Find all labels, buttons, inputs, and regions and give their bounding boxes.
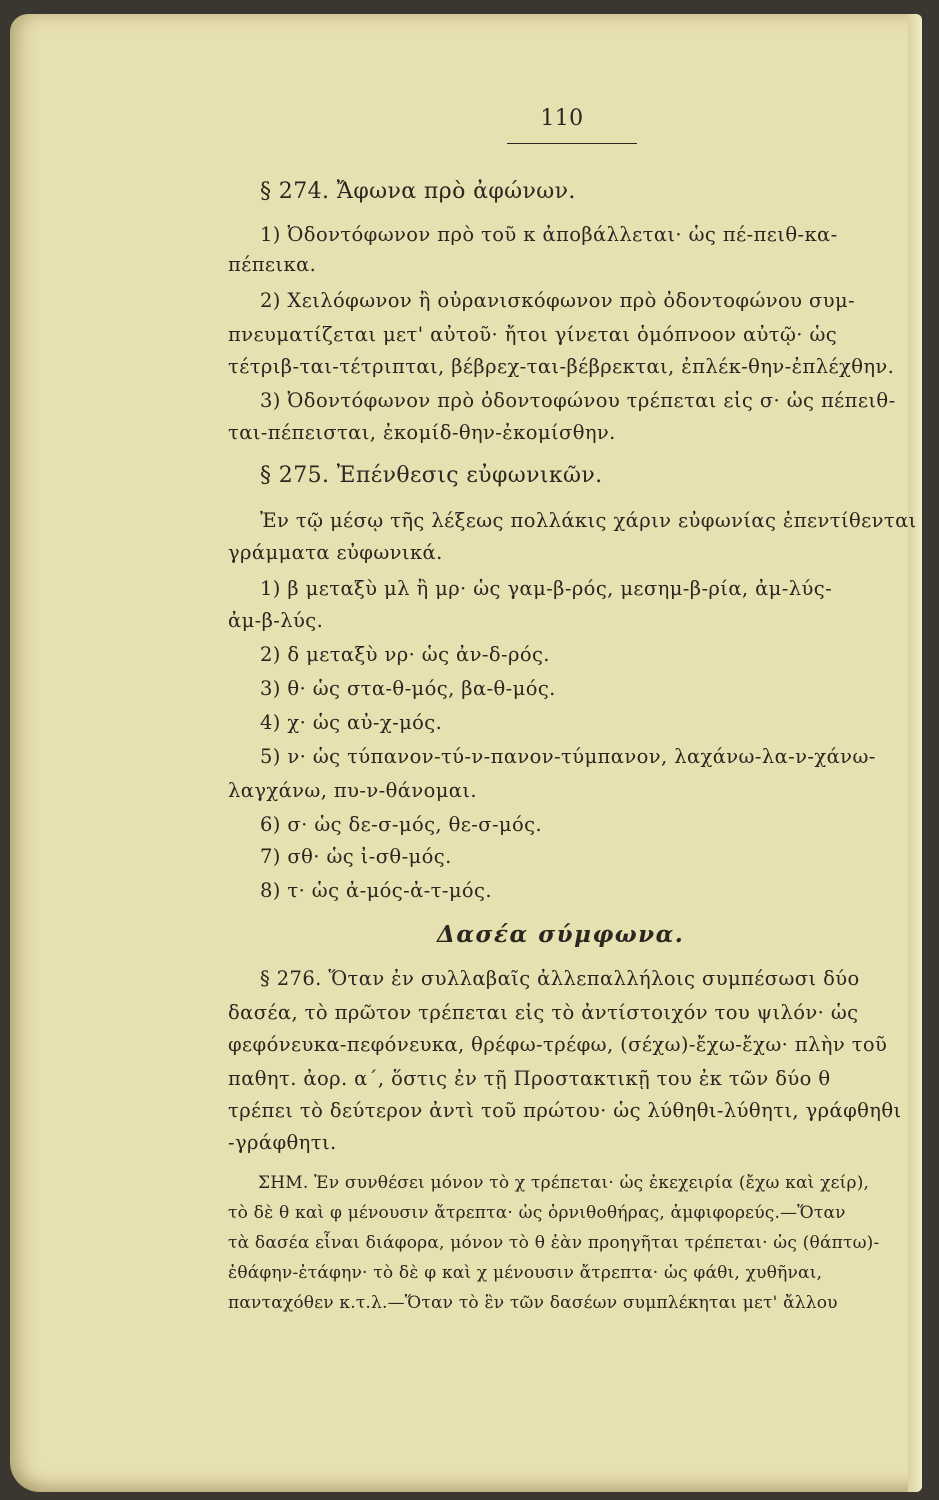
text-line: παθητ. ἀορ. α΄, ὅστις ἐν τῇ Προστακτικῇ του ἐκ τῶν δύο θ: [228, 1067, 831, 1090]
text-line: πέπεικα.: [228, 253, 317, 276]
text-line: 1) β μεταξὺ μλ ἢ μρ· ὡς γαμ-β-ρός, μεσημ-β-ρία, ἀμ-λύς-: [260, 577, 833, 600]
text-line: § 276. Ὅταν ἐν συλλαβαῖς ἀλλεπαλλήλοις συμπέσωσι δύο: [260, 967, 860, 990]
text-line: -γράφθητι.: [228, 1131, 337, 1154]
text-line: ται-πέπεισται, ἐκομίδ-θην-ἐκομίσθην.: [228, 421, 616, 444]
note-line: ἐθάφην-ἐτάφην· τὸ δὲ φ καὶ χ μένουσιν ἄτρεπτα· ὡς φάθι, χυθῆναι,: [228, 1263, 823, 1283]
text-line: ἀμ-β-λύς.: [228, 609, 324, 632]
book-page: [10, 14, 922, 1492]
note-line: πανταχόθεν κ.τ.λ.—Ὅταν τὸ ἓν τῶν δασέων συμπλέκηται μετ' ἄλλου: [228, 1293, 838, 1313]
section-275-heading: § 275. Ἐπένθεσις εὐφωνικῶν.: [260, 463, 603, 488]
page-number: 110: [540, 106, 584, 131]
note-line: τὰ δασέα εἶναι διάφορα, μόνον τὸ θ ἐὰν προηγῆται τρέπεται· ὡς (θάπτω)-: [228, 1233, 880, 1253]
text-line: πνευματίζεται μετ' αὐτοῦ· ἤτοι γίνεται ὁμόπνοον αὐτῷ· ὡς: [228, 323, 838, 346]
text-line: 2) δ μεταξὺ νρ· ὡς ἀν-δ-ρός.: [260, 643, 550, 666]
text-line: 7) σθ· ὡς ἰ-σθ-μός.: [260, 845, 452, 868]
text-line: τρέπει τὸ δεύτερον ἀντὶ τοῦ πρώτου· ὡς λύθηθι-λύθητι, γράφθηθι: [228, 1099, 902, 1122]
text-line: 3) Ὀδοντόφωνον πρὸ ὀδοντοφώνου τρέπεται εἰς σ· ὡς πέπειθ-: [260, 389, 896, 412]
text-line: 1) Ὀδοντόφωνον πρὸ τοῦ κ ἀποβάλλεται· ὡς πέ-πειθ-κα-: [260, 223, 838, 246]
text-line: λαγχάνω, πυ-ν-θάνομαι.: [228, 779, 478, 802]
text-line: δασέα, τὸ πρῶτον τρέπεται εἰς τὸ ἀντίστοιχόν του ψιλόν· ὡς: [228, 1001, 859, 1024]
text-line: 4) χ· ὡς αὐ-χ-μός.: [260, 711, 443, 734]
note-line: ΣΗΜ. Ἐν συνθέσει μόνον τὸ χ τρέπεται· ὡς ἐκεχειρία (ἔχω καὶ χείρ),: [258, 1173, 870, 1193]
text-line: 2) Χειλόφωνον ἢ οὐρανισκόφωνον πρὸ ὀδοντοφώνου συμ-: [260, 289, 856, 312]
text-line: 8) τ· ὡς ἀ-μός-ἀ-τ-μός.: [260, 879, 492, 902]
text-line: 5) ν· ὡς τύπανον-τύ-ν-πανον-τύμπανον, λαχάνω-λα-ν-χάνω-: [260, 745, 876, 768]
page-number-rule: [507, 143, 637, 144]
text-line: γράμματα εὐφωνικά.: [228, 541, 443, 564]
text-line: τέτριβ-ται-τέτριπται, βέβρεχ-ται-βέβρεκται, ἐπλέκ-θην-ἐπλέχθην.: [228, 355, 895, 378]
page-edge: [908, 14, 922, 1492]
text-line: φεφόνευκα-πεφόνευκα, θρέφω-τρέφω, (σέχω)-ἔχω-ἔχω· πλὴν τοῦ: [228, 1033, 888, 1056]
note-line: τὸ δὲ θ καὶ φ μένουσιν ἄτρεπτα· ὡς ὀρνιθοθήρας, ἀμφιφορεύς.—Ὅταν: [228, 1203, 846, 1223]
text-line: 6) σ· ὡς δε-σ-μός, θε-σ-μός.: [260, 813, 543, 836]
text-line: 3) θ· ὡς στα-θ-μός, βα-θ-μός.: [260, 677, 556, 700]
text-line: Ἐν τῷ μέσῳ τῆς λέξεως πολλάκις χάριν εὐφωνίας ἐπεντίθενται: [260, 509, 917, 532]
section-title: Δασέα σύμφωνα.: [437, 921, 685, 948]
section-274-heading: § 274. Ἄφωνα πρὸ ἀφώνων.: [260, 179, 576, 204]
